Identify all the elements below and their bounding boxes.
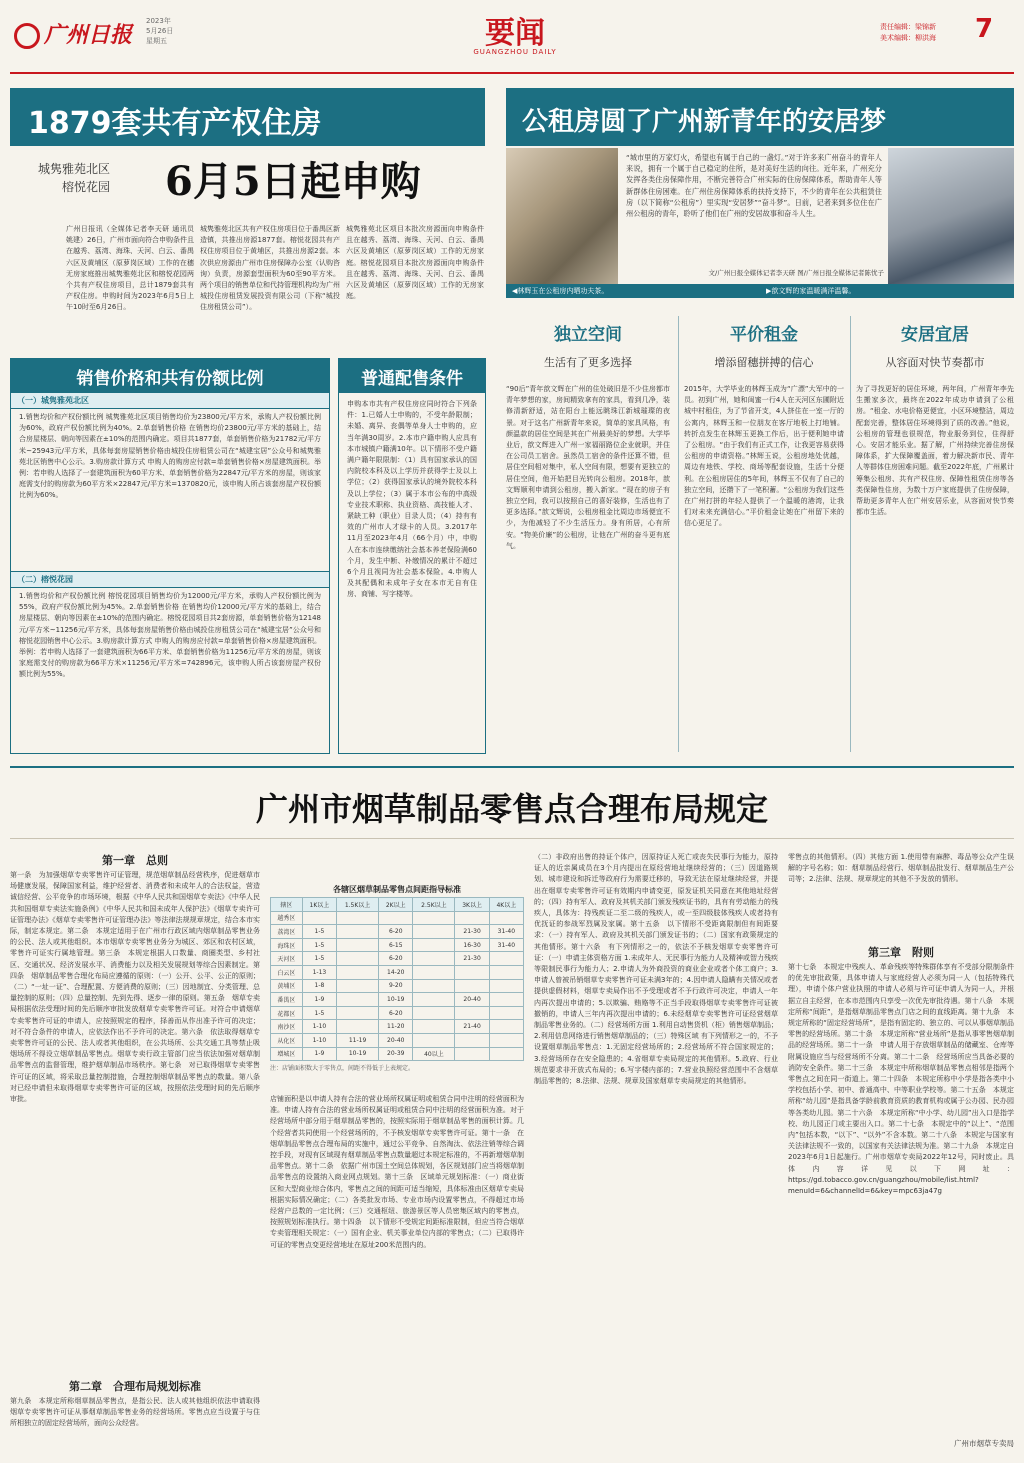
table-row <box>271 1047 524 1061</box>
photo-tea-ceremony <box>506 148 618 284</box>
district-cell: 番禺区 <box>271 993 303 1007</box>
table-row <box>271 965 524 979</box>
left-story-lead-col3: 城隽雅苑北区项目本批次房源面向申购条件且在越秀、荔湾、海珠、天河、白云、番禺六区及黄埔区（原萝岗区域）工作的无房家庭。榕悦花园项目本批次房源面向申购条件且在越秀、荔湾、海珠、天河、白云、番禺六区及黄埔区（原萝岗区域）工作的无房家庭。 <box>346 225 484 301</box>
table-row <box>271 1033 524 1047</box>
left-story-headline: 6月5日起申购 <box>165 158 421 205</box>
regulation-col1-text: 第一条 为加强烟草专卖零售许可证管理，规范烟草制品经营秩序，促进烟草市场健康发展，保障国家利益，维护经营者、消费者和未成年人的合法权益，营造诚信经营、公平竞争的市场环境，根据《中华人民共和国烟草专卖法》《中华人民共和国烟草专卖法实施条例》《中华人民共和国未成年人保护法》《烟草专卖许可证管理办法》《烟草专卖零售许可证管理办法》等法律法规规章规定，结合本市实际，制定本规定。第二条 本规定适用于在广州市行政区域内烟草制品零售业务的公民、法人或其他组织。本市烟草专卖零售业务分为城区、郊区和农村区域，零售许可证实行属地管理。第三条 本规定根据人口数量、商圈类型、乡村社区、交通状况、经济发展水平、消费能力以及相关发展规划等综合因素制定。第四条 烟草制品零售合理化布局应遵循的原则：（一）公开、公平、公正的原则；（二）“一址一证”、合理配置、方便消费的原则；（三）因地制宜、分类管理、总量控制的原则；（四）总量控制、先到先得、逐步一律的原则。第五条 烟草专卖局根据依法受理时间的先后顺序审批发放烟草专卖零售许可证。对符合申请烟草专卖零售许可证的申请人，应按照规定的程序，择善而从作出准予许可的决定；对不符合条件的申请人，应依法作出不予许可的决定。第六条 依法取得烟草专卖零售许可证的公民、法人或者其他组织，在公共场所、公共交通工具等禁止吸烟场所不得设立烟草制品零售点。烟草专卖行政主管部门应当依法加强对烟草制品零售点的监督管理，维护烟草制品市场秩序。第七条 对已取得烟草专卖零售许可证的区域，将采取总量控制措施，合理控制烟草制品零售点的数量。第八条 对已经申请但未取得烟草专卖零售许可证的区域，按照依法受理时间的先后顺序审批。 <box>10 871 267 1104</box>
table-cell: 6-20 <box>379 925 413 939</box>
table-cell: 1-5 <box>302 952 336 966</box>
table-cell: 1-5 <box>302 938 336 952</box>
col3-title: 安居宜居 <box>901 325 969 345</box>
table-cell <box>413 965 455 979</box>
table-cell <box>413 1033 455 1047</box>
left-story-kicker: 城隽雅苑北区 榕悦花园 <box>38 162 111 194</box>
table-cell: 11-20 <box>379 1020 413 1034</box>
regulation-col2-text: 店铺面积是以申请人持有合法的营业场所权属证明或租赁合同中注明的经营面积为准。申请人持有合法的营业场所权属证明或租赁合同中注明的经营面积为准。对于经营场所中部分用于烟草制品零售的，按照实际用于烟草制品零售的面积计算。几个经营者共同使用一个经营场所的，不予核发烟草专卖零售许可证。第十一条 在烟草制品零售点合理布局的实施中，通过公平竞争、自然淘汰、依法注销等综合调控手段，对现有区域现有烟草制品零售点数量超过本规定标准的，不再新增烟草制品零售点。第十二条 依据广州市国土空间总体规划，各区规划部门应当将烟草制品零售点的设置纳入商业网点规划。第十三条 区域单元规划标准：（一）商业街区和大型商业综合体内，零售点之间的间距可适当缩短，具体标准由区烟草专卖局根据实际情况确定；（二）各类批发市场、专业市场内设置零售点，不得超过市场经营户总数的一定比例；（三）交通枢纽、旅游景区等人员密集区域内的零售点，按照规划标准执行。第十四条 以下情形不受规定间距标准限制，但应当符合烟草专卖管理相关规定：（一）国有企业、机关事业单位内部的零售点；（二）已取得许可证的零售点变更经营地址在原址200米范围内的。 <box>270 1095 524 1249</box>
spacing-table-title: 各辖区烟草制品零售点间距指导标准 <box>333 885 461 894</box>
editor-credits: 责任编辑：梁锦新 美术编辑：柳洪海 <box>880 23 936 42</box>
table-cell <box>413 952 455 966</box>
table-header-cell: 4K以上 <box>489 898 523 912</box>
col2-title: 平价租金 <box>730 325 798 345</box>
chapter2-title: 第二章 合理布局规划标准 <box>69 1380 201 1393</box>
regulation-title: 广州市烟草制品零售点合理布局规定 <box>255 790 768 828</box>
table-cell: 11-19 <box>337 1033 379 1047</box>
header-rule <box>10 72 1014 74</box>
conditions-banner: 普通配售条件 <box>338 358 486 392</box>
table-row <box>271 938 524 952</box>
section-title: 要闻 <box>485 16 545 51</box>
district-cell: 增城区 <box>271 1047 303 1061</box>
table-cell <box>455 965 489 979</box>
table-cell <box>489 993 523 1007</box>
section-subtitle: GUANGZHOU DAILY <box>473 48 557 56</box>
table-cell: 40以上 <box>413 1047 455 1061</box>
table-cell <box>455 979 489 993</box>
table-cell <box>455 1047 489 1061</box>
table-header-cell: 1.5K以上 <box>337 898 379 912</box>
table-header-cell: 3K以上 <box>455 898 489 912</box>
table-cell: 1-10 <box>302 1020 336 1034</box>
page-number: 7 <box>975 14 994 44</box>
table-cell <box>455 911 489 925</box>
table-header-cell: 2K以上 <box>379 898 413 912</box>
price-part1-text: 1.销售均价和产权份额比例 城隽雅苑北区项目销售均价为23800元/平方米，承购人产权份额比例为60%，政府产权份额比例为40%。2.单套销售价格 在销售均价23800元/平方米的基础上，结合房屋楼层、朝向等因素在±10%的范围内确定。项目共1877套，单套销售价格为21782元/平方米~25943元/平方米，具体每套房屋销售价格由城投住房租赁公司在“城建宝居”公众号和城隽雅苑北区销售中心公示。3.购房款计算方式 申购人的购房应付款=单套销售价格×房屋建筑面积。举例：若申购人选择了一套建筑面积为60平方米、单套销售价格为22847元/平方米的房屋，则该家庭需支付的购房款为60平方米×22847元/平方米=1370820元，该申购人所占该套房屋产权份额比例为60%。 <box>19 413 321 500</box>
table-cell: 1-10 <box>302 1033 336 1047</box>
table-cell: 21-30 <box>455 925 489 939</box>
right-story-intro: “城市里的万家灯火，希望也有属于自己的一盏灯。”对于许多来广州奋斗的青年人来说，拥有一个属于自己稳定的住所，是对美好生活的向往。近年来，广州充分发挥各类住房保障作用，不断完善符合广州实际的住房保障体系，帮助青年人等新群体住房困难。在广州住房保障体系的扶持支持下，不少的青年在公共租赁住房（以下简称“公租房”）里实现“安居梦”“奋斗梦”。日前，记者来到多位住在广州公租房的青年，聆听了他们在广州的安居故事和奋斗人生。 <box>626 153 882 219</box>
column-divider <box>850 316 851 752</box>
table-cell <box>489 911 523 925</box>
conditions-text: 申购本市共有产权住房应同时符合下列条件：1.已婚人士申购的，不受年龄限制；未婚、离异、丧偶等单身人士申购的，应当年满30周岁。2.本市户籍申购人应具有本市城镇户籍满10年。以下情形不受户籍满户籍年限限制：（1）具有国家承认的国内院校本科及以上学历并获得学士及以上学位；（2）获得国家承认的境外院校本科及以上学位；（3）属于本市公布的中高级专业技术职称、执业资格、高技能人才、紧缺工种（职业）目录人员；（4）持有有效的广州市人才绿卡的人员。3.2017年11月至2023年4月（66个月）中，申购人在本市连续缴纳社会基本养老保险满60个月，发生中断、补缴情况的累计不超过6个月且视同为社会基本保险。4.申购人及其配偶和未成年子女在本市无自有住房、商铺、写字楼等。 <box>347 400 477 599</box>
table-cell <box>489 965 523 979</box>
regulation-top-rule <box>10 766 1014 768</box>
table-cell <box>337 952 379 966</box>
table-cell: 16-30 <box>455 938 489 952</box>
regulation-col3-text: （二）非政府出售的持证个体户，因原持证人死亡或丧失民事行为能力，原持证人的近亲属成员在3个月内提出在原经营地址继续经营的；（三）因道路规划、城市建设和拆迁等政府行为需要迁移的，导致无法在原址继续经营，并提出在烟草专卖零售许可证有效期内申请变更，原发证机关同意在其他地址经营的；（四）持有军人、政府及其机关部门颁发残疾证书的，具有有劳动能力的残疾人，具体为：持残疾证二至二级的残疾人，或一至四级肢体残疾人或者持有优抚证的参战军烈属及家属。第十五条 以下情形不受距离限制但有间距要求：（一）持有军人、政府及其机关部门颁发证书的；（二）国家有政策规定的其他情形。第十六条 有下列情形之一的，依法不予核发烟草专卖零售许可证：（一）申请主体资格方面 1.未成年人、无民事行为能力人及精神或智力残疾等限制民事行为能力人；2.申请人为外商投资的商业企业或者个体工商户；3.申请人曾被吊销烟草专卖零售许可证未满3年的；4.因申请人隐瞒有关情况或者提供虚假材料，烟草专卖局作出不予受理或者不予行政许可决定，申请人一年内再次提出申请的；5.以欺骗、贿赂等不正当手段取得烟草专卖零售许可证被撤销的，申请人三年内再次提出申请的；6.未经烟草专卖零售许可证经营烟草制品零售业务的。（二）经营场所方面 1.利用自动售货机（柜）销售烟草制品；2.利用信息网络进行销售烟草制品的；（三）特殊区域 有下列情形之一的，不予设置烟草制品零售点：1.无固定经营场所的；2.经营场所不符合国家规定的；3.经营场所存在安全隐患的；4.省烟草专卖局规定的其他情形。5.政府、行业规范要求非开放式布局的；6.写字楼内部的；7.营业执照经营范围中不含烟草制品零售的；8.法律、法规、规章及国家烟草专卖局规定的其他情形。 <box>534 853 778 1086</box>
table-cell: 31-40 <box>489 938 523 952</box>
table-row <box>271 952 524 966</box>
table-cell: 1-5 <box>302 1006 336 1020</box>
table-cell <box>413 979 455 993</box>
table-cell: 21-40 <box>455 1020 489 1034</box>
table-cell: 1-9 <box>302 1047 336 1061</box>
table-cell <box>337 1020 379 1034</box>
col2-text: 2015年，大学毕业的林辉玉成为“广漂”大军中的一员。初到广州，她和闺蜜一行4人在天河区东圃附近城中村租住，为了节省开支，4人挤住在一室一厅的公寓内，林辉玉和一位朋友在客厅地板上打地铺。转折点发生在林辉玉更换工作后，出于便利她申请了公租房。“由于我们有正式工作，让我更容易获得公租房的申请资格。”林辉玉说，公租房地处优越，周边有地铁、学校、商场等配套设施，生活十分便利。在公租房居住的5年间，林辉玉不仅有了自己的独立空间，还攒下了一笔积蓄。“公租房为我们这些在广州打拼的年轻人提供了一个温暖的港湾，让我们对未来充满信心。”平价租金让她在广州留下来的信心更足了。 <box>684 385 844 528</box>
price-part1-heading: （一）城隽雅苑北区 <box>11 393 329 409</box>
district-cell: 黄埔区 <box>271 979 303 993</box>
table-cell: 1-8 <box>302 979 336 993</box>
table-cell <box>302 911 336 925</box>
table-cell <box>489 1047 523 1061</box>
district-cell: 越秀区 <box>271 911 303 925</box>
spacing-table-note: 注：店铺面积数大于零售点，间距不得低于上表规定。 <box>270 1065 415 1073</box>
table-cell <box>489 1006 523 1020</box>
right-story-banner: 公租房圆了广州新青年的安居梦 <box>506 88 1014 146</box>
col3-text: 为了寻找更好的居住环境，两年间，广州青年李先生搬家多次，最终在2022年成功申请到了公租房。“租金、水电价格更便宜，小区环境整洁，周边配套完善，整体居住环境得到了质的改善。”他说，公租房的管理也很规范，物业服务到位，住得舒心。安居才能乐业。据了解，广州持续完善住房保障体系，扩大保障覆盖面，着力解决新市民、青年人等群体住房困难问题。截至2022年底，广州累计筹集公租房、共有产权住房、保障性租赁住房等各类保障性住房，为数十万户家庭提供了住房保障，帮助更多青年人在广州安居乐业，从容面对快节奏都市生活。 <box>856 385 1014 517</box>
spacing-table <box>270 897 524 1061</box>
logo-circle-icon <box>14 23 40 49</box>
table-cell <box>337 965 379 979</box>
regulation-signoff: 广州市烟草专卖局 <box>954 1439 1014 1448</box>
table-cell: 9-20 <box>379 979 413 993</box>
regulation-col1-tail: 第九条 本规定所称烟草制品零售点，是指公民、法人或其他组织依法申请取得烟草专卖零售许可证从事烟草制品零售业务的经营场所。零售点应当设置于与住所相独立的固定经营场所，面向公众经营。 <box>10 1397 260 1428</box>
table-cell: 6-15 <box>379 938 413 952</box>
conditions-box <box>338 392 486 754</box>
district-cell: 海珠区 <box>271 938 303 952</box>
table-cell <box>379 911 413 925</box>
table-cell: 31-40 <box>489 925 523 939</box>
photo-caption-right: ▶歆文辉的家温暖满洋温馨。 <box>760 284 1014 298</box>
price-part2-text: 1.销售均价和产权份额比例 榕悦花园项目销售均价为12000元/平方米，承购人产权份额比例为55%，政府产权份额比例为45%。2.单套销售价格 在销售均价12000元/平方米的基础上，结合房屋楼层、朝向等因素在±10%的范围内确定。榕悦花园项目共2套房源，单套销售价格为12148元/平方米~11256元/平方米，具体每套房屋销售价格由城投住房租赁公司在“城建宝居”公众号和榕悦花园销售中心公示。3.购房款计算方式 申购人的购房应付款=单套销售价格×房屋建筑面积。举例：若申购人选择了一套建筑面积为66平方米、单套销售价格为11256元/平方米的房屋，则该家庭需支付的购房款为66平方米×11256元/平方米=742896元，该申购人所占该套房屋产权份额比例为55%。 <box>19 592 321 679</box>
table-cell <box>337 938 379 952</box>
chapter3-title: 第三章 附则 <box>868 946 934 959</box>
table-cell: 1-13 <box>302 965 336 979</box>
spacing-table-block <box>270 882 524 1074</box>
table-row <box>271 911 524 925</box>
table-cell: 20-40 <box>379 1033 413 1047</box>
table-cell: 21-30 <box>455 952 489 966</box>
table-row <box>271 925 524 939</box>
col3-subtitle: 从容面对快节奏都市 <box>885 356 985 369</box>
photo-caption-left: ◀林辉玉在公租房内晒功夫茶。 <box>506 284 760 298</box>
table-cell: 14-20 <box>379 965 413 979</box>
table-header-cell: 辖区 <box>271 898 303 912</box>
table-header-cell: 1K以上 <box>302 898 336 912</box>
table-cell <box>413 911 455 925</box>
column-divider <box>678 316 679 752</box>
left-story-lead-col2: 城隽雅苑北区共有产权住房项目位于番禺区新造镇，共推出房源1877套。榕悦花园共有产权住房项目位于黄埔区，共推出房源2套。本次供应房源由广州市住房保障办公室（认购咨询）负责，房源套型面积为60至90平方米。两个项目的销售单位和代持管理机构均为广州城投住房租赁发展投资有限公司（下称“城投住房租赁公司”）。 <box>200 225 340 312</box>
table-row <box>271 1020 524 1034</box>
table-cell <box>413 1020 455 1034</box>
right-story-byline: 文/广州日报全媒体记者李天研 图/广州日报全媒体记者陈忧子 <box>708 269 884 277</box>
col2-subtitle: 增添留穗拼搏的信心 <box>714 356 814 369</box>
district-cell: 白云区 <box>271 965 303 979</box>
table-cell <box>337 979 379 993</box>
table-cell <box>413 938 455 952</box>
district-cell: 南沙区 <box>271 1020 303 1034</box>
table-header-row <box>271 898 524 912</box>
table-cell <box>337 1006 379 1020</box>
table-cell <box>337 911 379 925</box>
table-cell <box>489 979 523 993</box>
chapter1-title: 第一章 总则 <box>102 854 168 867</box>
table-cell: 1-9 <box>302 993 336 1007</box>
newspaper-logo: 广州日报 <box>14 18 144 54</box>
table-cell <box>489 952 523 966</box>
left-story-lead-col1: 广州日报讯（全媒体记者李天研 通讯员姚建）26日，广州市面向符合申购条件且在越秀、荔湾、海珠、天河、白云、番禺六区及黄埔区（原萝岗区域）工作的在穗无房家庭推出城隽雅苑北区和榕悦花园两个共有产权住房项目，总计1879套共有产权住房。申购时间为2023年6月5日上午10时至6月26日。 <box>66 225 194 312</box>
col1-text: “90后”青年歆文辉在广州的住处破旧是不少住房都市青年梦想的家，房间精致拿有的家具，看到几净，装修清新舒适，站在阳台上能远眺珠江新城璀璨的夜景。对于这名广州新青年来说，简单的家具风格，有颜温款的居住空间是其在广州最美好的梦想。大学毕业后，歆文辉进入广州一家福丽路位企业就职，并住在公司员工宿舍。虽然员工宿舍的条件还算不错，但居住空间相对集中，私人空间有限，想要有更独立的居住空间，他开始把目光转向公租房。2018年，歆文辉顺利申请到公租房，搬入新家。“现在的房子有独立空间，我可以按照自己的喜好装修，生活也有了更多选择。”歆文辉说，公租房租金比周边市场便宜不少，为他减轻了不少生活压力。身有所居，心有所安。“物美价廉”的公租房，让他在广州的奋斗更有底气。 <box>506 385 670 550</box>
table-row <box>271 993 524 1007</box>
table-cell: 6-20 <box>379 1006 413 1020</box>
table-cell <box>455 1006 489 1020</box>
table-header-cell: 2.5K以上 <box>413 898 455 912</box>
regulation-col4-tail: 第十七条 本规定中残疾人、革命残疾等特殊群体享有不受部分限制条件的优先审批政策，具体申请人与家庭经营人必须为同一人（包括特殊代理），申请个体户营业执照的申请人必须与许可证申请人为同一人，并根据立自主经营，在本市范围内只享受一次优先审批待遇。第十八条 本规定所称“间距”，是指烟草制品零售点门店之间的直线距离。第十九条 本规定所称的“固定经营场所”，是指有固定的、独立的、可以从事烟草制品零售的经营场所。第二十条 本规定所称“营业场所”是指从事零售烟草制品的经营场所。第二十一条 申请人用于存放烟草制品的储藏室、仓库等附属设施应当与经营场所不分离。第二十二条 经营场所应当具备必要的消防安全条件。第二十三条 本规定中所称烟草制品零售点相邻是指两个零售点之间在同一街道上。第二十四条 本规定所称中小学是指各类中小学校包括小学、初中、普通高中、中等职业学校等。第二十五条 本规定所称“幼儿园”是指具备学龄前教育资质的教育机构或属于公办园、民办园等各类幼儿园。第二十六条 本规定所称“中小学、幼儿园”出入口是指学校、幼儿园正门或主要出入口。第二十七条 本规定中的“以上”、“范围内”包括本数，“以下”、“以外”不含本数。第二十八条 本规定与国家有关法律法规不一致的，以国家有关法律法规为准。第二十九条 本规定自2023年6月1日起施行。广州市烟草专卖局2022年12号，同时废止。具体内容详见以下网址：https://gd.tobacco.gov.cn/guangzhou/mobile/list.html?menuId=6&channelId=6&key=mpc63ja47g <box>788 963 1014 1196</box>
regulation-title-rule <box>10 838 1014 839</box>
table-cell: 10-19 <box>379 993 413 1007</box>
col1-title: 独立空间 <box>554 325 622 345</box>
issue-date: 2023年 5月26日 星期五 <box>146 17 174 45</box>
table-cell: 20-40 <box>455 993 489 1007</box>
price-section-box <box>10 392 330 754</box>
photo-cozy-home <box>888 148 1014 284</box>
table-cell <box>489 1020 523 1034</box>
district-cell: 荔湾区 <box>271 925 303 939</box>
table-cell <box>413 993 455 1007</box>
table-cell: 6-20 <box>379 952 413 966</box>
left-story-banner: 1879套共有产权住房 <box>10 88 485 146</box>
table-row <box>271 979 524 993</box>
table-cell: 20-39 <box>379 1047 413 1061</box>
table-cell <box>489 1033 523 1047</box>
table-cell <box>337 993 379 1007</box>
col1-subtitle: 生活有了更多选择 <box>544 356 632 369</box>
table-cell: 1-5 <box>302 925 336 939</box>
price-part2-heading: （二）榕悦花园 <box>11 571 329 588</box>
regulation-col4-text: 零售点的其他情形。（四）其他方面 1.使用带有麻醉、毒品等公众产生误解的字号名称；如：烟草制品经营行、烟草制品批发行、烟草制品生产公司等；2.法律、法规、规章规定的其他不予发放的情形。 <box>788 853 1014 884</box>
district-cell: 天河区 <box>271 952 303 966</box>
table-cell <box>337 925 379 939</box>
table-cell <box>413 925 455 939</box>
district-cell: 从化区 <box>271 1033 303 1047</box>
table-cell <box>413 1006 455 1020</box>
table-row <box>271 1006 524 1020</box>
table-cell <box>455 1033 489 1047</box>
table-cell: 10-19 <box>337 1047 379 1061</box>
district-cell: 花都区 <box>271 1006 303 1020</box>
price-section-banner: 销售价格和共有份额比例 <box>10 358 330 392</box>
